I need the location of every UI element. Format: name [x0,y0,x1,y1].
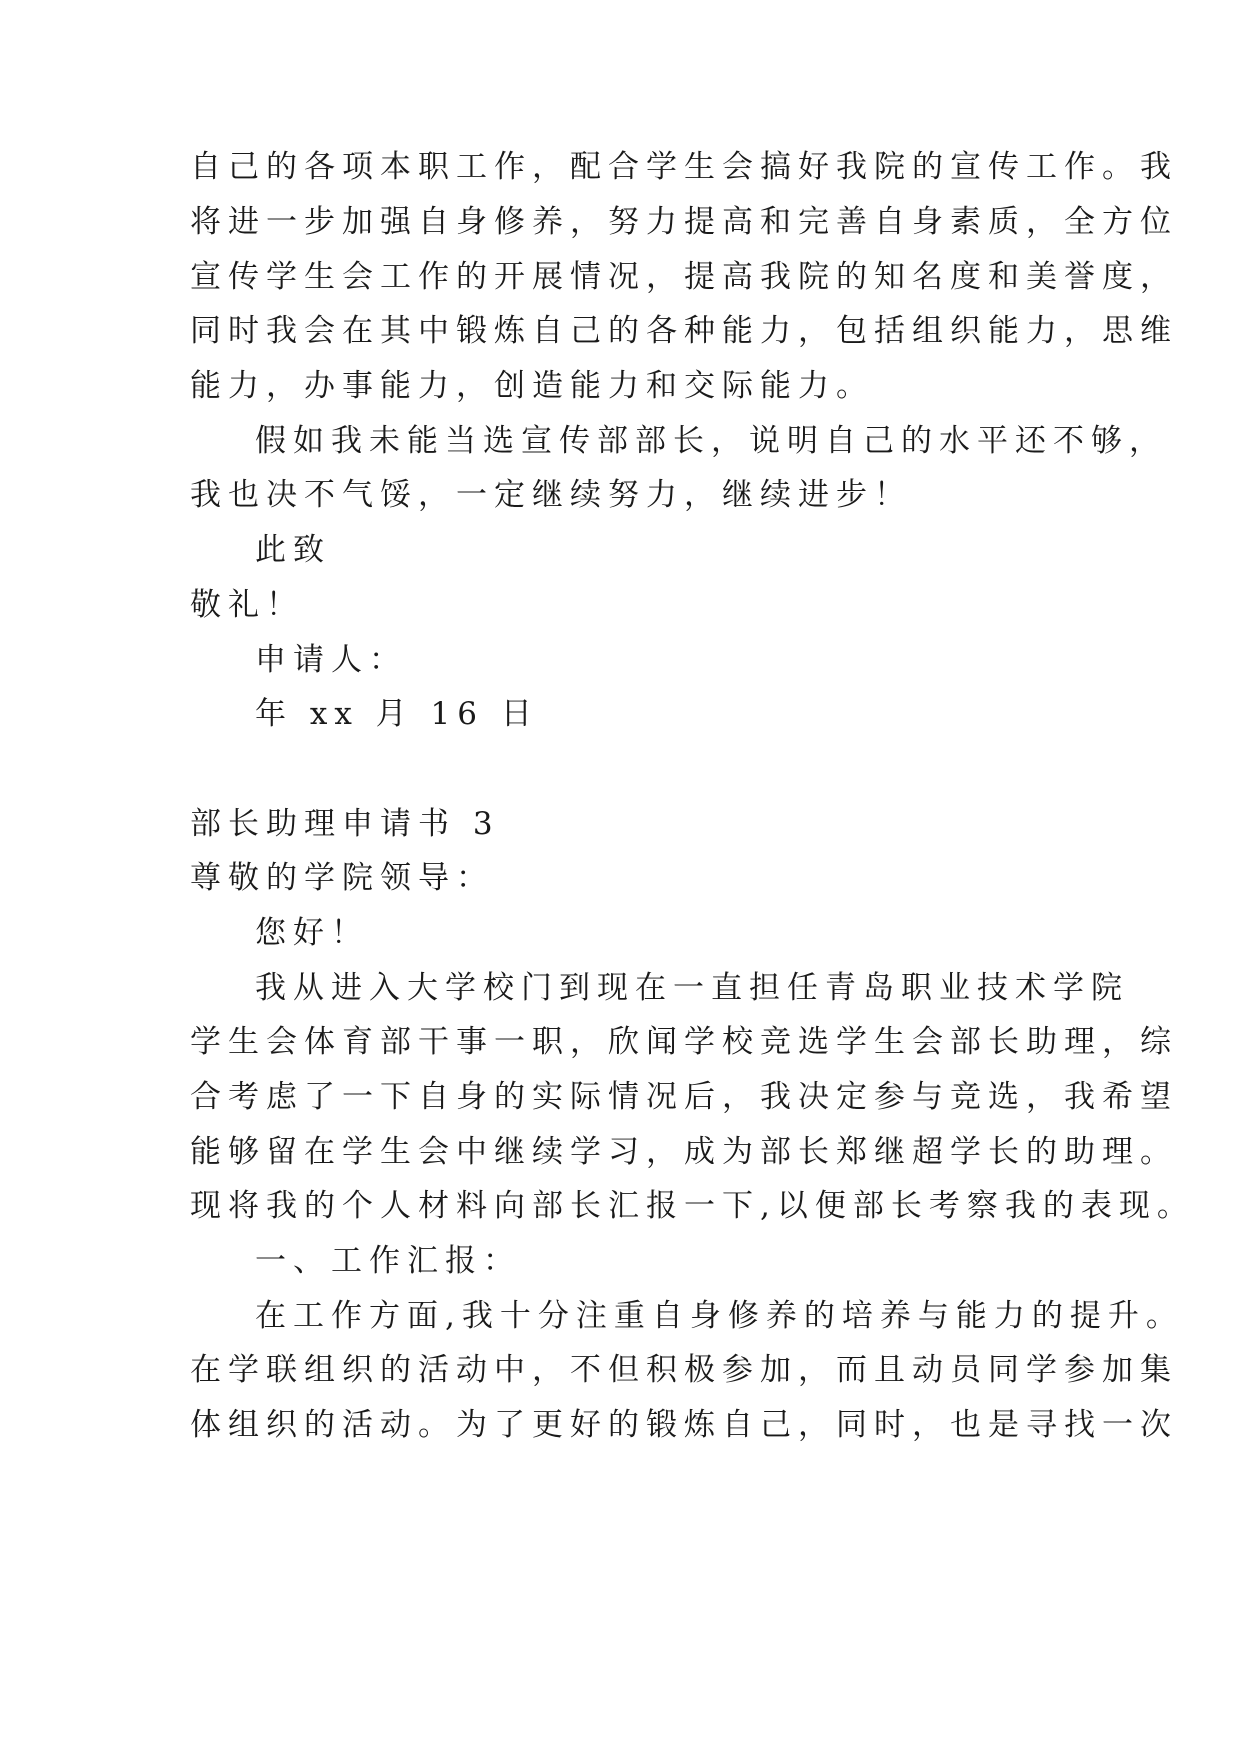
section-title: 部长助理申请书 3 [190,806,500,842]
text-line: 在学联组织的活动中，不但积极参加，而且动员同学参加集 [190,1352,1178,1388]
text-line: 宣传学生会工作的开展情况，提高我院的知名度和美誉度， [190,259,1178,295]
heading-work-report: 一、工作汇报： [255,1243,521,1279]
text-line: 能够留在学生会中继续学习，成为部长郑继超学长的助理。 [190,1134,1178,1170]
text-line: 同时我会在其中锻炼自己的各种能力，包括组织能力，思维 [190,313,1178,349]
text-line: 我从进入大学校门到现在一直担任青岛职业技术学院 [255,970,1129,1006]
applicant-label: 申请人： [255,642,407,678]
recipient-line: 尊敬的学院领导： [190,860,494,896]
closing-salutation: 此致 [255,532,331,568]
greeting-line: 您好！ [255,915,369,951]
text-line: 自己的各项本职工作，配合学生会搞好我院的宣传工作。我 [190,149,1178,185]
text-line: 能力，办事能力，创造能力和交际能力。 [190,368,874,404]
text-line: 合考虑了一下自身的实际情况后，我决定参与竞选，我希望 [190,1079,1178,1115]
text-line: 在工作方面,我十分注重自身修养的培养与能力的提升。 [255,1298,1184,1334]
date-line: 年 xx 月 16 日 [255,696,539,732]
text-line: 将进一步加强自身修养，努力提高和完善自身素质，全方位 [190,204,1178,240]
text-line: 假如我未能当选宣传部部长，说明自己的水平还不够， [255,423,1167,459]
closing-respect: 敬礼！ [190,587,304,623]
text-line: 我也决不气馁，一定继续努力，继续进步！ [190,477,912,513]
text-line: 学生会体育部干事一职，欣闻学校竞选学生会部长助理，综 [190,1024,1178,1060]
text-line: 体组织的活动。为了更好的锻炼自己，同时，也是寻找一次 [190,1407,1178,1443]
text-line: 现将我的个人材料向部长汇报一下,以便部长考察我的表现。 [190,1188,1195,1224]
